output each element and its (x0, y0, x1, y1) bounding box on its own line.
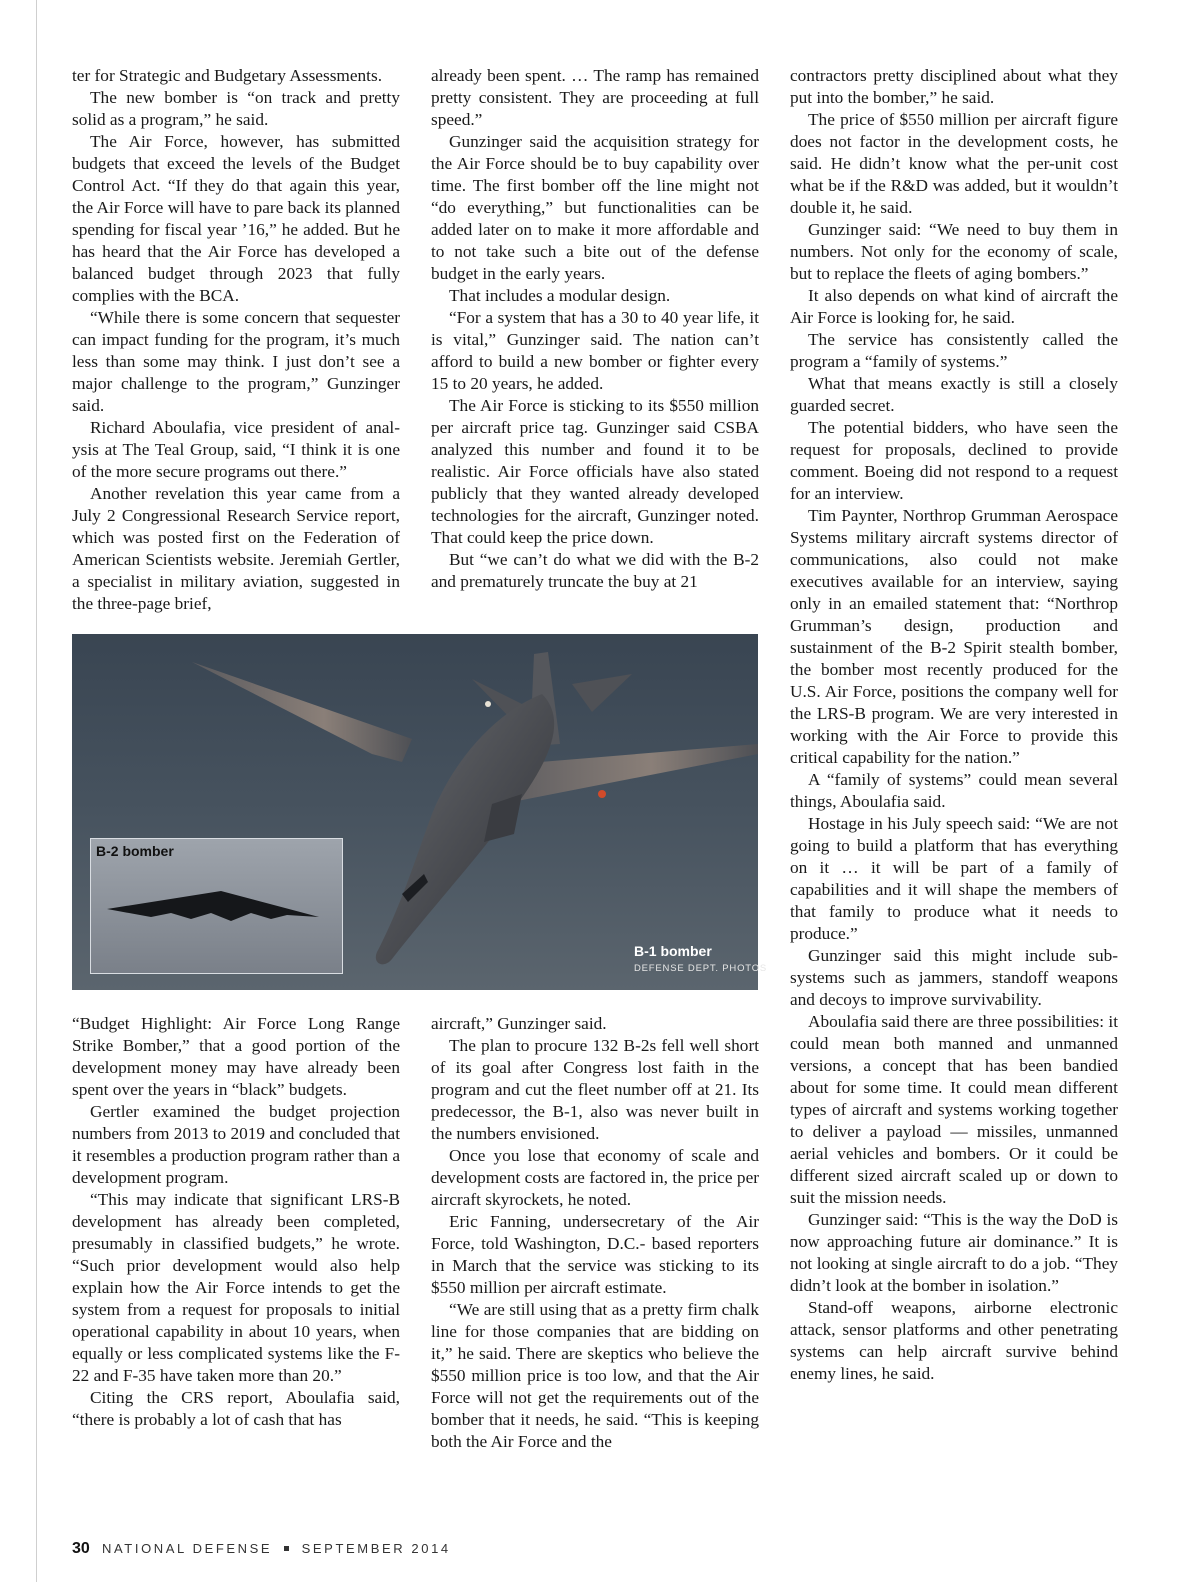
paragraph: The service has consistently called the program a “family of systems.” (790, 330, 1118, 371)
column-1-top (72, 65, 400, 615)
paragraph: It also depends on what kind of aircraft the Air Force is looking for, he said. (790, 286, 1118, 327)
issue-date: SEPTEMBER 2014 (301, 1541, 451, 1556)
paragraph: A “family of systems” could mean several things, Aboulafia said. (790, 770, 1118, 811)
paragraph: already been spent. … The ramp has remained pretty consistent. They are proceeding at full speed.” (431, 66, 759, 129)
photo-credit: DEFENSE DEPT. PHOTOS (634, 963, 768, 974)
paragraph: Gunzinger said the acquisition strategy for the Air Force should be to buy capability over time. The first bomber off the line might not “do everything,” but functionalities can be added later on to make it more affordable and to not take such a bite out of the defense budget in the early years. (431, 132, 759, 283)
magazine-name: NATIONAL DEFENSE (102, 1541, 273, 1556)
paragraph: aircraft,” Gunzinger said. (431, 1014, 607, 1033)
paragraph: “For a system that has a 30 to 40 year life, it is vital,” Gunzinger said. The nation can’t afford to build a new bomber or fighter every 15 to 20 years, he added. (431, 308, 759, 393)
paragraph: The Air Force, however, has submitted budgets that exceed the levels of the Budget Control Act. “If they do that again this year, the Air Force will have to pare back its planned spending for fiscal year ’16,” he added. But he has heard that the Air Force has developed a balanced budget through 2023 that fully complies with the BCA. (72, 132, 400, 305)
paragraph: The price of $550 million per aircraft figure does not factor in the development costs, he said. He didn’t know what the per-unit cost what be if the R&D was added, but it wouldn’t double it, he said. (790, 110, 1118, 217)
paragraph: “We are still using that as a pretty firm chalk line for those companies that are bidding on it,” he said. There are skeptics who believe the $550 million price is too low, and that the Air Force will not get the requirements out of the bomber that it needs, he said. “This is keeping both the Air Force and the (431, 1300, 759, 1451)
column-1-bottom (72, 1013, 400, 1431)
paragraph: Eric Fanning, undersecretary of the Air Force, told Washington, D.C.- based reporters in March that the service was sticking to its $550 million per aircraft estimate. (431, 1212, 759, 1297)
paragraph: contractors pretty disciplined about what they put into the bomber,” he said. (790, 66, 1118, 107)
paragraph: But “we can’t do what we did with the B-2 and prematurely truncate the buy at 21 (431, 550, 759, 591)
footer-separator (284, 1546, 289, 1551)
paragraph: Citing the CRS report, Aboulafia said, “there is probably a lot of cash that has (72, 1388, 400, 1429)
b1-caption: B-1 bomber (634, 943, 712, 959)
paragraph: Another revelation this year came from a July 2 Congressional Research Service report, which was posted first on the Federation of American Scientists website. Jeremiah Gertler, a specialist in military aviation, suggested in the three-page brief, (72, 484, 400, 613)
paragraph: Gunzinger said: “This is the way the DoD is now approaching future air dominance.” It is not looking at single aircraft to do a job. “They didn’t look at the bomber in isolation.” (790, 1210, 1118, 1295)
paragraph: “This may indicate that significant LRS-B development has already been completed, presumably in classified budgets,” he wrote. “Such prior development would also help explain how the Air Force intends to get the system from a request for proposals to initial operational capability in about 10 years, when equally or less complicated systems like the F-22 and F-35 have taken more than 20.” (72, 1190, 400, 1385)
paragraph: The plan to procure 132 B-2s fell well short of its goal after Congress lost faith in the program and cut the fleet number off at 21. Its predecessor, the B-1, also was never built in the numbers envisioned. (431, 1036, 759, 1143)
paragraph: Richard Aboulafia, vice president of analysis at The Teal Group, said, “I think it is one of the more secure programs out there.” (72, 418, 400, 481)
paragraph: Gunzinger said: “We need to buy them in numbers. Not only for the economy of scale, but to replace the fleets of aging bombers.” (790, 220, 1118, 283)
paragraph: “Budget Highlight: Air Force Long Range Strike Bomber,” that a good portion of the development money may have already been spent over the years in “black” budgets. (72, 1014, 400, 1099)
paragraph: Once you lose that economy of scale and development costs are factored in, the price per aircraft skyrockets, he noted. (431, 1146, 759, 1209)
column-2-bottom (431, 1013, 759, 1453)
b2-caption: B-2 bomber (96, 843, 174, 859)
paragraph: That includes a modular design. (449, 286, 671, 305)
paragraph: Hostage in his July speech said: “We are not going to build a platform that has everything on it … it will be part of a family of capabilities and it will shape the members of that family to produce what it needs to produce.” (790, 814, 1118, 943)
paragraph: Gertler examined the budget projection numbers from 2013 to 2019 and concluded that it resembles a production program rather than a development program. (72, 1102, 400, 1187)
page-footer (72, 1540, 451, 1558)
paragraph: “While there is some concern that sequester can impact funding for the program, it’s much less than some may think. I just don’t see a major challenge to the program,” Gunzinger said. (72, 308, 400, 415)
paragraph: Tim Paynter, Northrop Grumman Aerospace Systems military aircraft systems director of communications, also could not make executives available for an interview, saying only in an emailed statement that: “Northrop Grumman’s design, production and sustainment of the B-2 Spirit stealth bomber, the bomber most recently produced for the U.S. Air Force, positions the company well for the LRS-B program. We are very interested in working with the Air Force to provide this critical capability for the nation.” (790, 506, 1118, 767)
paragraph: The Air Force is sticking to its $550 million per aircraft price tag. Gunzinger said CSBA analyzed this number and found it to be realistic. Air Force officials have also stated publicly that they wanted already developed technologies for the aircraft, Gunzinger noted. That could keep the price down. (431, 396, 759, 547)
paragraph: ter for Strategic and Budgetary Assessments. (72, 66, 383, 85)
column-3 (790, 65, 1118, 1385)
paragraph: Gunzinger said this might include subsystems such as jammers, standoff weapons and decoys to improve survivability. (790, 946, 1118, 1009)
b1-position-light (598, 790, 606, 798)
page-edge-rule (36, 0, 37, 1582)
paragraph: What that means exactly is still a closely guarded secret. (790, 374, 1118, 415)
paragraph: The new bomber is “on track and pretty solid as a program,” he said. (72, 88, 400, 129)
paragraph: Aboulafia said there are three possibilities: it could mean both manned and unmanned versions, a concept that has been bandied about for some time. It could mean different types of aircraft and systems working together to deliver a payload — missiles, unmanned aerial vehicles and bombers. Or it could be different sized aircraft scaled up or down to suit the mission needs. (790, 1012, 1119, 1207)
column-2-top (431, 65, 759, 593)
paragraph: Stand-off weapons, airborne electronic attack, sensor platforms and other penetrating systems can help aircraft survive behind enemy lines, he said. (790, 1298, 1118, 1383)
paragraph: The potential bidders, who have seen the request for proposals, declined to provide comment. Boeing did not respond to a request for an interview. (790, 418, 1118, 503)
page-number: 30 (72, 1540, 90, 1557)
